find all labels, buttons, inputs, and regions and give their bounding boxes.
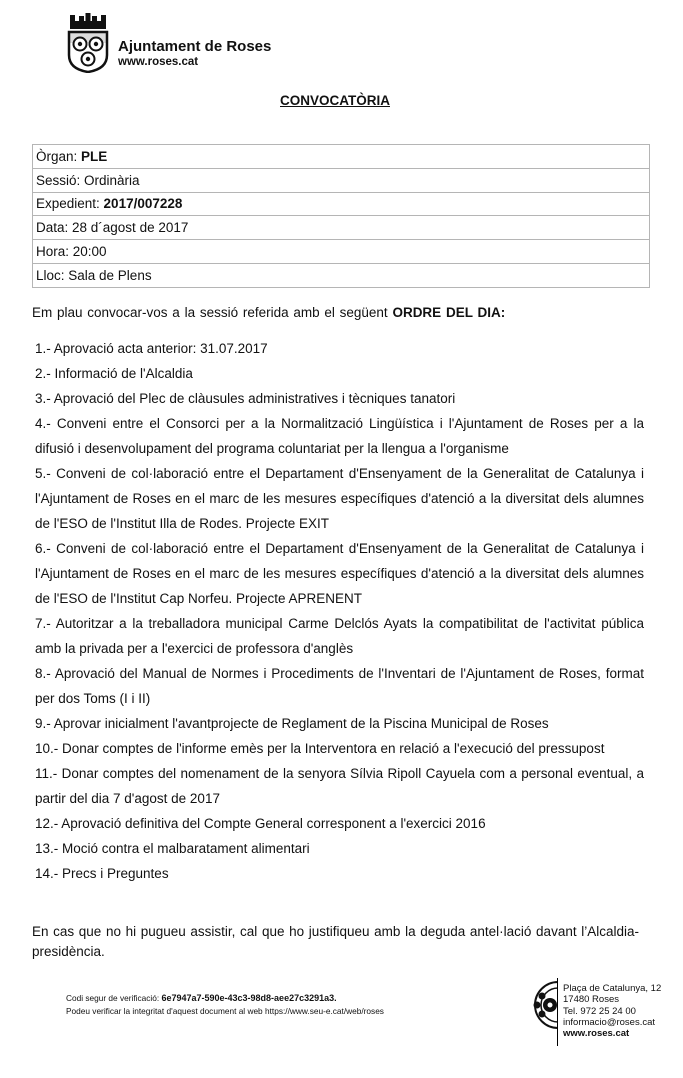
intro-paragraph (32, 305, 505, 320)
agenda-item: 1.- Aprovació acta anterior: 31.07.2017 (35, 341, 268, 356)
data-cell: Data: 28 d´agost de 2017 (33, 216, 650, 240)
agenda-item: 13.- Moció contra el malbaratament alimentari (35, 841, 310, 856)
organ-value: PLE (81, 148, 108, 164)
document-title-text: CONVOCATÒRIA (280, 93, 390, 108)
intro-bold: ORDRE DEL DIA: (392, 305, 506, 320)
agenda-item: 12.- Aprovació definitiva del Compte General corresponent a l'exercici 2016 (35, 816, 486, 831)
agenda-item: 11.- Donar comptes del nomenament de la senyora Sílvia Ripoll Cayuela com a personal eventual, a partir del dia 7 d'agost de 2017 (35, 766, 644, 806)
agenda-item: 6.- Conveni de col·laboració entre el Departament d'Ensenyament de la Generalitat de Catalunya i l'Ajuntament de Roses en el marc de les mesures específiques d'atenció a la diversitat dels alumnes de l'ESO de l'Institut Cap Norfeu. Projecte APRENENT (35, 541, 644, 606)
intro-text: Em plau convocar-vos a la sessió referida amb el següent (32, 305, 393, 320)
verification-note: Podeu verificar la integritat d'aquest document al web https://www.seu-e.cat/web/roses (66, 1006, 384, 1016)
table-row (33, 263, 650, 287)
org-name: Ajuntament de Roses (118, 38, 272, 55)
verification-code-value: 6e7947a7-590e-43c3-98d8-aee27c3291a3. (161, 993, 337, 1003)
contact-phone: Tel. 972 25 24 00 (563, 1005, 636, 1017)
verification-code (66, 993, 337, 1003)
agenda-item: 10.- Donar comptes de l'informe emès per la Interventora en relació a l'execució del pressupost (35, 741, 605, 756)
contact-block (563, 983, 661, 1039)
closing-paragraph: En cas que no hi pugueu assistir, cal que ho justifiqueu amb la deguda antel·lació davant l’Alcaldia-presidència. (32, 924, 639, 959)
sessio-cell: Sessió: Ordinària (33, 168, 650, 192)
agenda-item: 9.- Aprovar inicialment l'avantprojecte de Reglament de la Piscina Municipal de Roses (35, 716, 549, 731)
table-row (33, 240, 650, 264)
verification-label: Codi segur de verificació: (66, 993, 162, 1003)
table-row (33, 192, 650, 216)
expedient-label: Expedient: (36, 196, 104, 212)
contact-email: informacio@roses.cat (563, 1016, 656, 1028)
contact-city: 17480 Roses (563, 994, 619, 1006)
organ-label: Òrgan: (36, 148, 82, 164)
organ-cell (33, 145, 650, 169)
agenda-item: 4.- Conveni entre el Consorci per a la Normalització Lingüística i l'Ajuntament de Roses per a la difusió i desenvolupament del programa coluntariat per la llengua a l'organisme (35, 416, 644, 456)
table-row (33, 145, 650, 169)
footer-divider (557, 978, 558, 1046)
expedient-value: 2017/007228 (103, 196, 183, 212)
contact-address: Plaça de Catalunya, 12 (563, 983, 662, 994)
document-title (0, 93, 670, 108)
table-row (33, 216, 650, 240)
org-website: www.roses.cat (118, 56, 199, 68)
contact-web: www.roses.cat (563, 1028, 630, 1040)
lloc-cell: Lloc: Sala de Plens (33, 263, 650, 287)
rose-seal-icon (528, 980, 558, 1030)
agenda-item: 3.- Aprovació del Plec de clàusules administratives i tècniques tanatori (35, 391, 456, 406)
agenda-list (35, 336, 644, 886)
agenda-item: 8.- Aprovació del Manual de Normes i Procediments de l'Inventari de l'Ajuntament de Roses, format per dos Toms (I i II) (35, 666, 644, 706)
expedient-cell (33, 192, 650, 216)
hora-cell: Hora: 20:00 (33, 240, 650, 264)
agenda-item: 14.- Precs i Preguntes (35, 866, 169, 881)
agenda-item: 2.- Informació de l'Alcaldia (35, 366, 193, 381)
coat-of-arms-logo-icon (66, 13, 110, 73)
agenda-item: 7.- Autoritzar a la treballadora municipal Carme Delclós Ayats la compatibilitat de l'activitat pública amb la privada per a l'exercici de professora d'anglès (35, 616, 644, 656)
table-row (33, 168, 650, 192)
agenda-item: 5.- Conveni de col·laboració entre el Departament d'Ensenyament de la Generalitat de Catalunya i l'Ajuntament de Roses en el marc de les mesures específiques d'atenció a la diversitat dels alumnes de l'ESO de l'Institut Illa de Rodes. Projecte EXIT (35, 466, 644, 531)
session-info-table (32, 144, 650, 288)
